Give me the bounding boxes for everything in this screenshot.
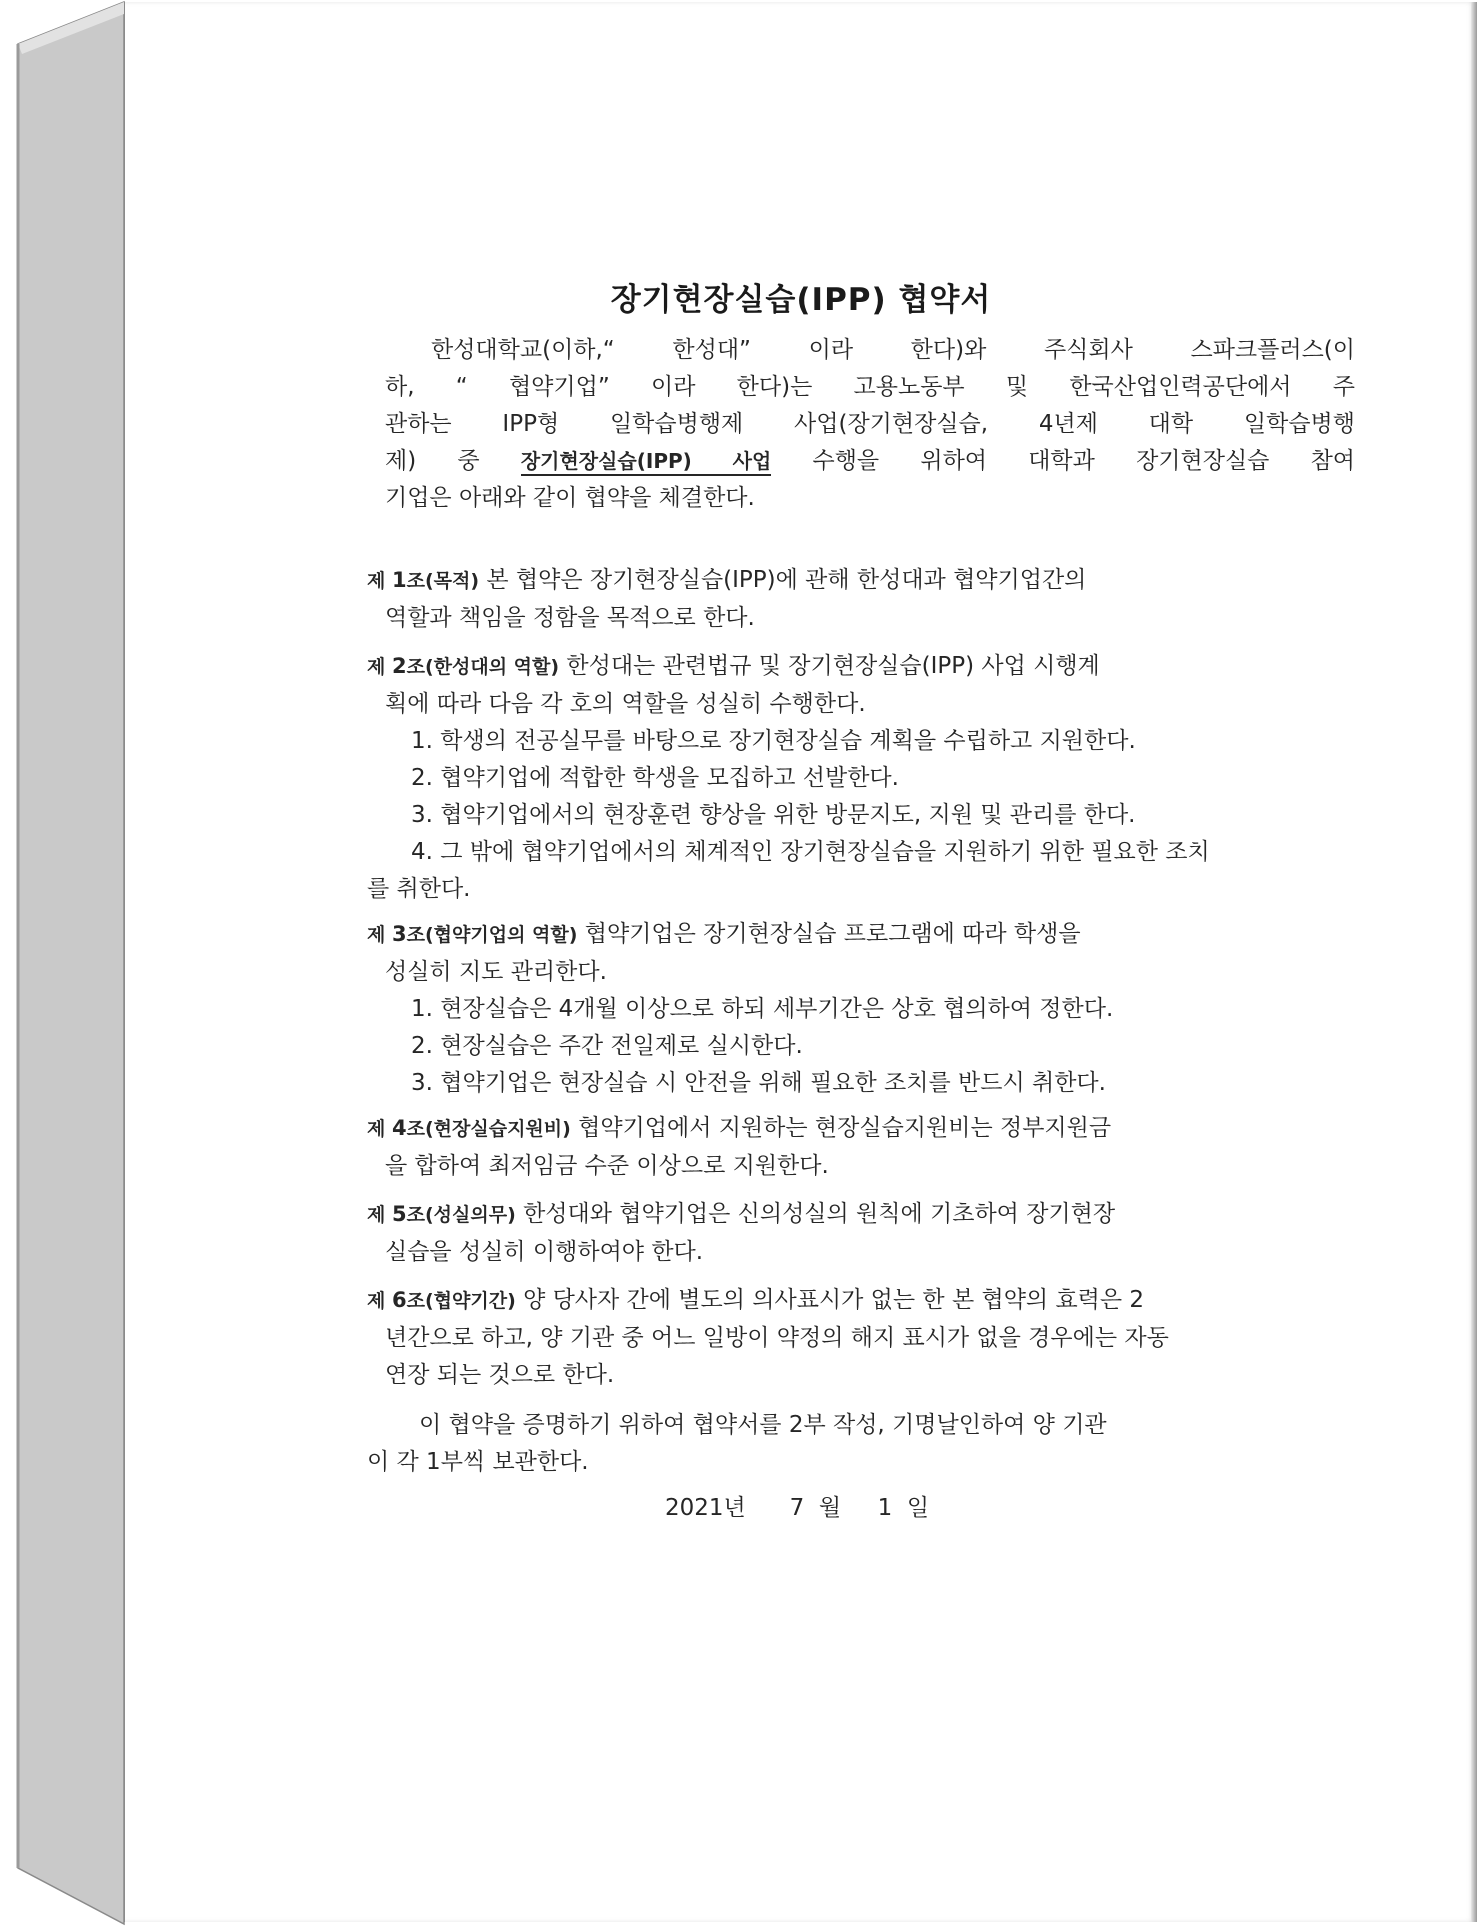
article-3-line-2: 성실히 지도 관리한다. <box>385 959 607 985</box>
closing-line-2: 이 각 1부씩 보관한다. <box>367 1449 589 1475</box>
article-5-line-2: 실습을 성실히 이행하여야 한다. <box>385 1239 704 1265</box>
closing-line-1: 이 협약을 증명하기 위하여 협약서를 2부 작성, 기명날인하여 양 기관 <box>419 1412 1107 1438</box>
article-3-item-3: 3. 협약기업은 현장실습 시 안전을 위해 필요한 조치를 반드시 취한다. <box>411 1070 1106 1096</box>
article-2 <box>367 648 1357 908</box>
intro-paragraph <box>385 332 1355 517</box>
article-number: 5 <box>391 1202 407 1226</box>
article-title: 조(성실의무) <box>406 1204 516 1226</box>
article-number: 2 <box>391 654 407 678</box>
article-5-first-line <box>367 1196 1357 1234</box>
article-1-heading <box>367 570 479 592</box>
article-number: 6 <box>391 1288 407 1312</box>
article-2-line-2: 획에 따라 다음 각 호의 역할을 성실히 수행한다. <box>385 691 866 717</box>
article-6-line-3: 연장 되는 것으로 한다. <box>385 1362 615 1388</box>
article-2-item-4-tail: 를 취한다. <box>367 876 471 902</box>
intro-line-3: 관하는 IPP형 일학습병행제 사업(장기현장실습, 4년제 대학 일학습병행 <box>385 411 1355 437</box>
intro-line-2: 하, “ 협약기업” 이라 한다)는 고용노동부 및 한국산업인력공단에서 주 <box>385 374 1355 400</box>
article-1-line-2: 역할과 책임을 정함을 목적으로 한다. <box>385 605 755 631</box>
article-prefix: 제 <box>367 924 392 946</box>
book-spine-edge <box>0 0 140 1926</box>
document-title: 장기현장실습(IPP) 협약서 <box>610 282 992 318</box>
article-title: 조(한성대의 역할) <box>406 656 560 678</box>
article-1-first-line <box>367 562 1357 600</box>
closing-paragraph <box>367 1407 1357 1481</box>
article-3-item-1: 1. 현장실습은 4개월 이상으로 하되 세부기간은 상호 협의하여 정한다. <box>411 996 1114 1022</box>
article-4-first-line <box>367 1110 1357 1148</box>
article-prefix: 제 <box>367 570 392 592</box>
article-prefix: 제 <box>367 1290 392 1312</box>
article-2-first-line <box>367 648 1357 686</box>
agreement-date: 2021년 7 월 1 일 <box>665 1495 930 1521</box>
article-2-item-1: 1. 학생의 전공실무를 바탕으로 장기현장실습 계획을 수립하고 지원한다. <box>411 728 1136 754</box>
article-number: 3 <box>391 922 407 946</box>
article-1 <box>367 562 1357 637</box>
document-page <box>124 2 1477 1922</box>
article-4-line-1: 협약기업에서 지원하는 현장실습지원비는 정부지원금 <box>578 1115 1112 1141</box>
article-title: 조(목적) <box>406 570 480 592</box>
article-3 <box>367 916 1357 1102</box>
article-3-line-1: 협약기업은 장기현장실습 프로그램에 따라 학생을 <box>584 921 1081 947</box>
intro-line-4-pre: 제) 중 <box>385 448 521 474</box>
article-2-item-2: 2. 협약기업에 적합한 학생을 모집하고 선발한다. <box>411 765 899 791</box>
article-2-line-1: 한성대는 관련법규 및 장기현장실습(IPP) 사업 시행계 <box>566 653 1100 679</box>
article-2-item-4: 4. 그 밖에 협약기업에서의 체계적인 장기현장실습을 지원하기 위한 필요한 조치 <box>411 839 1210 865</box>
article-3-first-line <box>367 916 1357 954</box>
article-title: 조(협약기업의 역할) <box>406 924 578 946</box>
article-5-line-1: 한성대와 협약기업은 신의성실의 원칙에 기초하여 장기현장 <box>523 1201 1116 1227</box>
article-2-heading <box>367 656 559 678</box>
article-3-item-2: 2. 현장실습은 주간 전일제로 실시한다. <box>411 1033 803 1059</box>
article-number: 4 <box>391 1116 407 1140</box>
article-4-heading <box>367 1118 571 1140</box>
article-prefix: 제 <box>367 656 392 678</box>
article-6 <box>367 1282 1357 1394</box>
article-number: 1 <box>391 568 407 592</box>
article-3-heading <box>367 924 577 946</box>
intro-line-4 <box>385 443 1355 480</box>
article-6-heading <box>367 1290 516 1312</box>
intro-line-1: 한성대학교(이하,“ 한성대” 이라 한다)와 주식회사 스파크플러스(이 <box>431 337 1355 363</box>
article-5-heading <box>367 1204 516 1226</box>
article-6-first-line <box>367 1282 1357 1320</box>
article-title: 조(현장실습지원비) <box>406 1118 571 1140</box>
intro-line-4-post: 수행을 위하여 대학과 장기현장실습 참여 <box>771 448 1356 474</box>
article-1-line-1: 본 협약은 장기현장실습(IPP)에 관해 한성대과 협약기업간의 <box>486 567 1087 593</box>
article-6-line-1: 양 당사자 간에 별도의 의사표시가 없는 한 본 협약의 효력은 2 <box>523 1287 1145 1313</box>
underlined-program-name: 장기현장실습(IPP) 사업 <box>521 449 771 476</box>
article-5 <box>367 1196 1357 1271</box>
article-prefix: 제 <box>367 1118 392 1140</box>
intro-line-5: 기업은 아래와 같이 협약을 체결한다. <box>385 485 755 511</box>
article-6-line-2: 년간으로 하고, 양 기관 중 어느 일방이 약정의 해지 표시가 없을 경우에는 자동 <box>385 1325 1169 1351</box>
article-2-item-3: 3. 협약기업에서의 현장훈련 향상을 위한 방문지도, 지원 및 관리를 한다. <box>411 802 1136 828</box>
article-4-line-2: 을 합하여 최저임금 수준 이상으로 지원한다. <box>385 1153 829 1179</box>
article-title: 조(협약기간) <box>406 1290 516 1312</box>
article-4 <box>367 1110 1357 1185</box>
article-prefix: 제 <box>367 1204 392 1226</box>
